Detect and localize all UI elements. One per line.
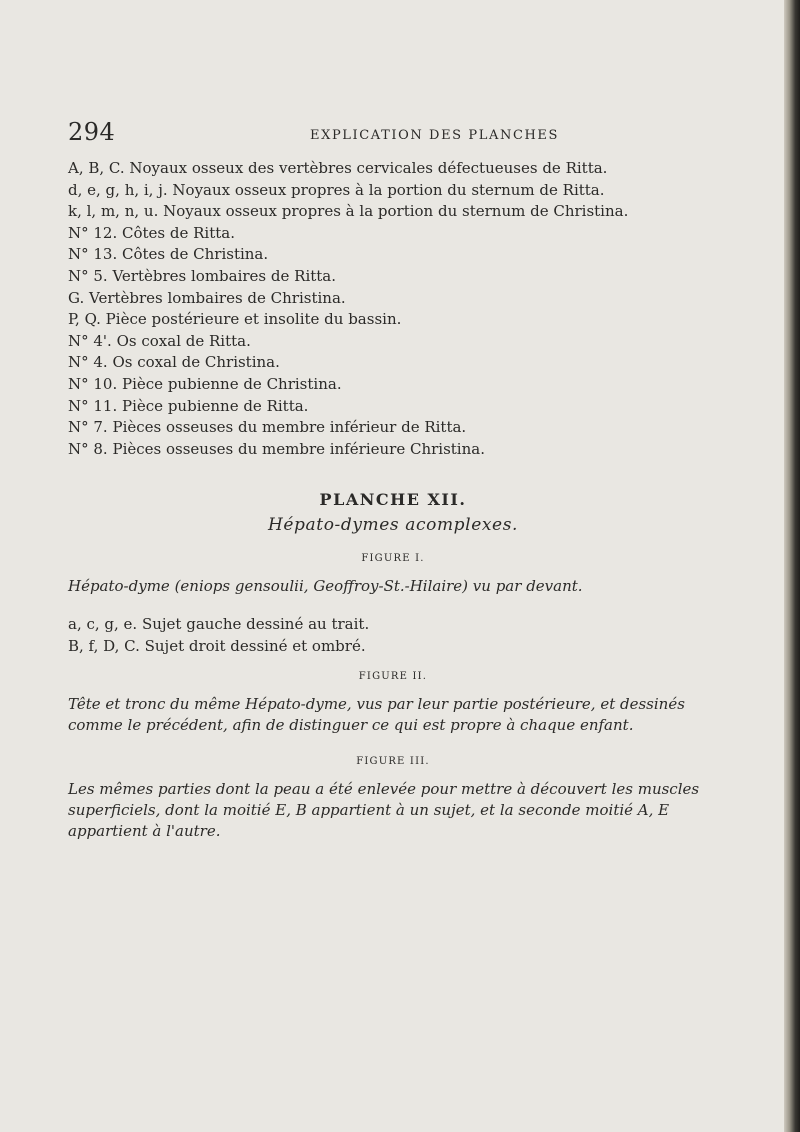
legend-item: N° 13. Côtes de Christina.: [68, 245, 269, 264]
legend-item: N° 11. Pièce pubienne de Ritta.: [68, 396, 309, 415]
legend-list: [68, 158, 718, 460]
running-title: EXPLICATION DES PLANCHES: [310, 128, 560, 143]
page-edge-shadow: [784, 0, 800, 1132]
figure-label: FIGURE III.: [356, 756, 430, 768]
figure-caption: Les mêmes parties dont la peau a été enlevée pour mettre à découvert les muscles superficiels, dont la moitié E, B appartient à un sujet, et la seconde moitié A, E appartient à l'autre.: [68, 780, 700, 841]
figure-3: [68, 756, 718, 842]
running-head: [68, 118, 718, 152]
legend-item: N° 12. Côtes de Ritta.: [68, 223, 235, 242]
legend-item: k, l, m, n, u. Noyaux osseux propres à la portion du sternum de Christina.: [68, 202, 629, 221]
figure-2: [68, 671, 718, 736]
figure-label: FIGURE II.: [358, 671, 428, 683]
page-number: 294: [68, 118, 116, 146]
figure-legend-line: B, f, D, C. Sujet droit dessiné et ombré.: [68, 637, 366, 656]
legend-item: N° 4. Os coxal de Christina.: [68, 353, 280, 372]
figure-caption: Hépato-dyme (eniops gensoulii, Geoffroy-St.-Hilaire) vu par devant.: [68, 577, 583, 596]
figure-caption: Tête et tronc du même Hépato-dyme, vus par leur partie postérieure, et dessinés comme le précédent, afin de distinguer ce qui est propre à chaque enfant.: [68, 695, 685, 735]
legend-item: N° 8. Pièces osseuses du membre inférieure Christina.: [68, 439, 485, 458]
legend-item: N° 7. Pièces osseuses du membre inférieur de Ritta.: [68, 418, 467, 437]
legend-item: N° 5. Vertèbres lombaires de Ritta.: [68, 266, 337, 285]
legend-item: G. Vertèbres lombaires de Christina.: [68, 288, 346, 307]
plate-subtitle: Hépato-dymes acomplexes.: [267, 515, 519, 536]
figure-legend-line: a, c, g, e. Sujet gauche dessiné au trait.: [68, 615, 370, 634]
figure-1: [68, 553, 718, 657]
legend-item: N° 4'. Os coxal de Ritta.: [68, 331, 251, 350]
page-content: [68, 118, 718, 858]
legend-item: N° 10. Pièce pubienne de Christina.: [68, 374, 342, 393]
plate-title: PLANCHE XII.: [319, 490, 467, 510]
figure-label: FIGURE I.: [361, 553, 425, 565]
legend-item: d, e, g, h, i, j. Noyaux osseux propres à la portion du sternum de Ritta.: [68, 180, 605, 199]
legend-item: P, Q. Pièce postérieure et insolite du bassin.: [68, 310, 402, 329]
legend-item: A, B, C. Noyaux osseux des vertèbres cervicales défectueuses de Ritta.: [68, 159, 608, 177]
